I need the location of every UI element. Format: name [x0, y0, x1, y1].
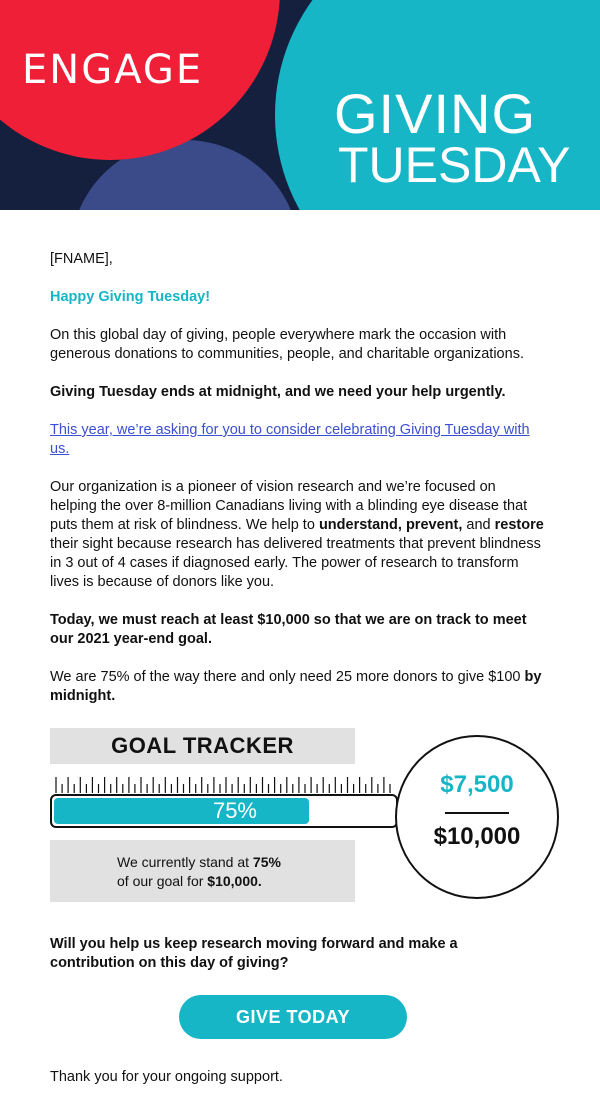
progress-bar	[50, 794, 398, 828]
mission-text-1: Our organization is a pioneer of vision research and we’re focused on helping the over 8-million Canadians living with a blinding eye disease that puts them at risk of blindness. We help to	[50, 479, 528, 533]
amount-circle	[395, 735, 559, 899]
standing-percent: 75%	[252, 854, 281, 870]
greeting: [FNAME],	[50, 251, 113, 267]
progress-bar-fill	[54, 798, 309, 824]
standing-goal: $10,000.	[207, 873, 262, 889]
thanks-paragraph: Thank you for your ongoing support.	[50, 1069, 283, 1085]
give-today-button[interactable]: GIVE TODAY	[179, 995, 407, 1039]
progress-text: We are 75% of the way there and only need 25 more donors to give $100	[50, 669, 525, 685]
current-standing-box	[50, 840, 355, 902]
mission-text-2: and	[462, 517, 495, 533]
question-paragraph: Will you help us keep research moving forward and make a contribution on this day of giving?	[50, 936, 458, 971]
ruler-ticks	[54, 773, 394, 793]
goal-tracker-title: GOAL TRACKER	[50, 728, 355, 764]
progress-paragraph	[50, 668, 550, 706]
mission-bold-2: restore	[494, 517, 544, 533]
fraction-divider	[445, 812, 509, 814]
standing-line-1	[117, 853, 355, 872]
raised-amount: $7,500	[440, 771, 514, 798]
goal-statement: Today, we must reach at least $10,000 so that we are on track to meet our 2021 year-end goal.	[50, 612, 527, 647]
header-banner	[0, 0, 600, 210]
urgent-paragraph: Giving Tuesday ends at midnight, and we need your help urgently.	[50, 384, 506, 400]
standing-text-2: of our goal for	[117, 873, 208, 889]
mission-paragraph	[50, 478, 545, 592]
goal-amount: $10,000	[433, 823, 521, 850]
progress-percent-label: 75%	[212, 798, 257, 823]
standing-text-1: We currently stand at	[117, 854, 253, 870]
intro-paragraph: On this global day of giving, people everywhere mark the occasion with generous donations to communities, people, and charitable organizations.	[50, 327, 524, 362]
mission-text-3: their sight because research has delivered treatments that prevent blindness in 3 out of 4 cases if diagnosed early. The power of research to transform lives is because of donors like you.	[50, 536, 541, 590]
mission-bold-1: understand, prevent,	[318, 517, 463, 533]
progress-bold: by midnight.	[50, 669, 542, 704]
giving-tuesday-logo-line2: TUESDAY	[338, 137, 571, 193]
standing-line-2	[117, 872, 355, 891]
celebrate-link[interactable]: This year, we’re asking for you to consider celebrating Giving Tuesday with us.	[50, 422, 530, 457]
engage-logo: ENGAGE	[22, 47, 204, 93]
giving-tuesday-logo-line1: GIVING	[334, 82, 537, 145]
headline: Happy Giving Tuesday!	[50, 289, 211, 305]
